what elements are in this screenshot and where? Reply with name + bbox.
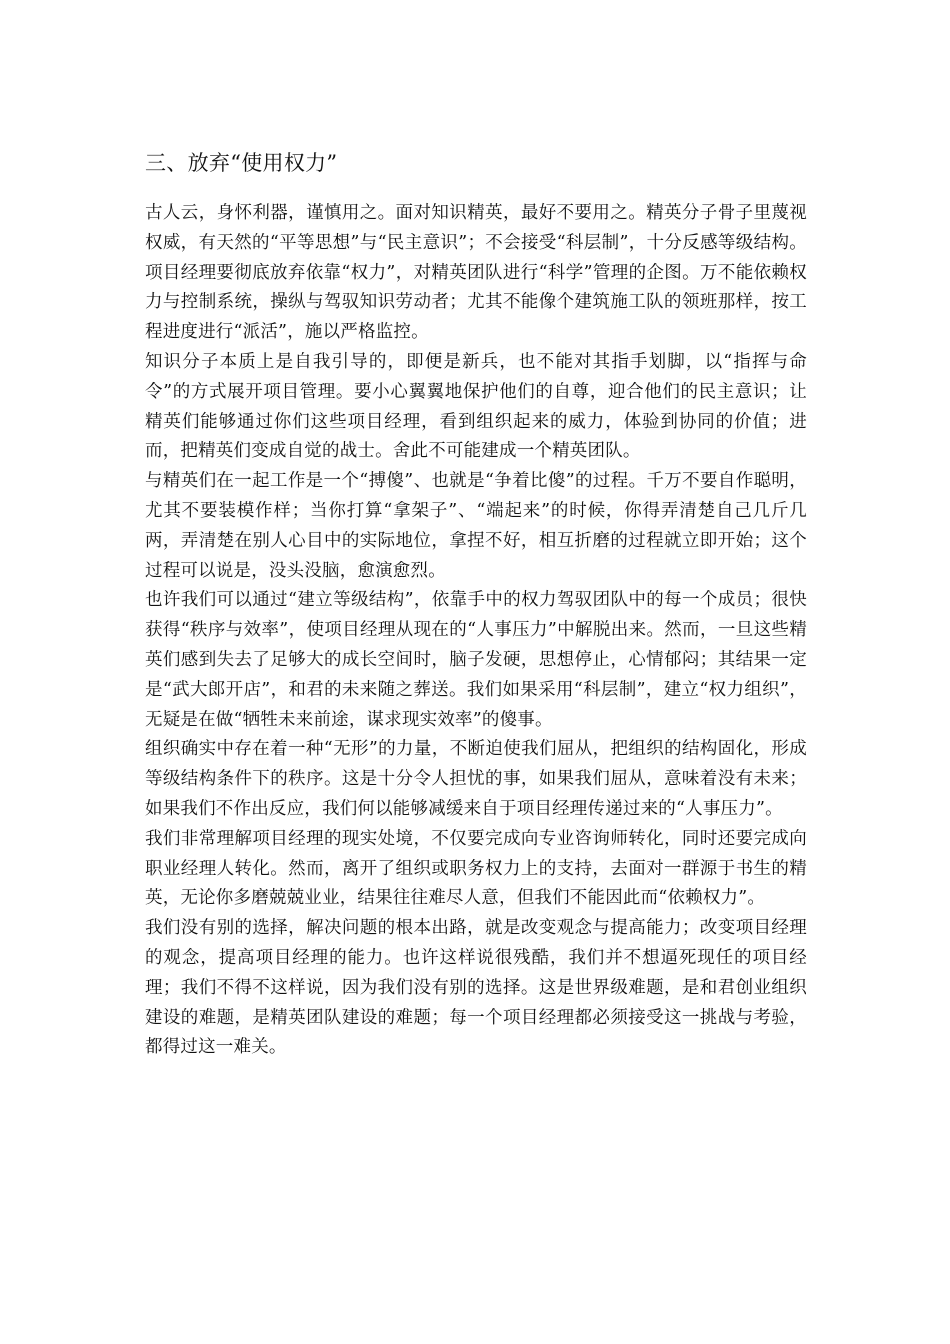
paragraph-7: 我们没有别的选择，解决问题的根本出路，就是改变观念与提高能力；改变项目经理的观念，提高项目经理的能力。也许这样说很残酷，我们并不想逼死现任的项目经理；我们不得不这样说，因为我们没有别的选择。这是世界级难题，是和君创业组织建设的难题，是精英团队建设的难题；每一个项目经理都必须接受这一挑战与考验，都得过这一难关。 — [145, 918, 807, 1058]
section-title: 三、放弃“使用权力” — [145, 151, 338, 175]
paragraph-5: 组织确实中存在着一种“无形”的力量，不断迫使我们屈从，把组织的结构固化，形成等级结构条件下的秩序。这是十分令人担忧的事，如果我们屈从，意味着没有未来；如果我们不作出反应，我们何以能够减缓来自于项目经理传递过来的“人事压力”。 — [145, 739, 807, 819]
paragraph-4: 也许我们可以通过“建立等级结构”，依靠手中的权力驾驭团队中的每一个成员；很快获得“秩序与效率”，使项目经理从现在的“人事压力”中解脱出来。然而，一旦这些精英们感到失去了足够大的成长空间时，脑子发硬，思想停止，心情郁闷；其结果一定是“武大郎开店”，和君的未来随之葬送。我们如果采用“科层制”，建立“权力组织”，无疑是在做“牺牲未来前途，谋求现实效率”的傻事。 — [145, 590, 807, 730]
paragraph-2: 知识分子本质上是自我引导的，即便是新兵，也不能对其指手划脚，以“指挥与命令”的方式展开项目管理。要小心翼翼地保护他们的自尊，迎合他们的民主意识；让精英们能够通过你们这些项目经理，看到组织起来的威力，体验到协同的价值；进而，把精英们变成自觉的战士。舍此不可能建成一个精英团队。 — [145, 351, 807, 462]
body-text — [145, 199, 807, 1063]
paragraph-3: 与精英们在一起工作是一个“搏傻”、也就是“争着比傻”的过程。千万不要自作聪明，尤其不要装模作样；当你打算“拿架子”、“端起来”的时候，你得弄清楚自己几斤几两，弄清楚在别人心目中的实际地位，拿捏不好，相互折磨的过程就立即开始；这个过程可以说是，没头没脑，愈演愈烈。 — [145, 471, 807, 581]
paragraph-1: 古人云，身怀利器，谨慎用之。面对知识精英，最好不要用之。精英分子骨子里蔑视权威，有天然的“平等思想”与“民主意识”；不会接受“科层制”，十分反感等级结构。项目经理要彻底放弃依靠“权力”，对精英团队进行“科学”管理的企图。万不能依赖权力与控制系统，操纵与驾驭知识劳动者；尤其不能像个建筑施工队的领班那样，按工程进度进行“派活”，施以严格监控。 — [145, 203, 807, 343]
paragraph-6: 我们非常理解项目经理的现实处境，不仅要完成向专业咨询师转化，同时还要完成向职业经理人转化。然而，离开了组织或职务权力上的支持，去面对一群源于书生的精英，无论你多磨兢兢业业，结果往往难尽人意，但我们不能因此而“依赖权力”。 — [145, 828, 807, 909]
